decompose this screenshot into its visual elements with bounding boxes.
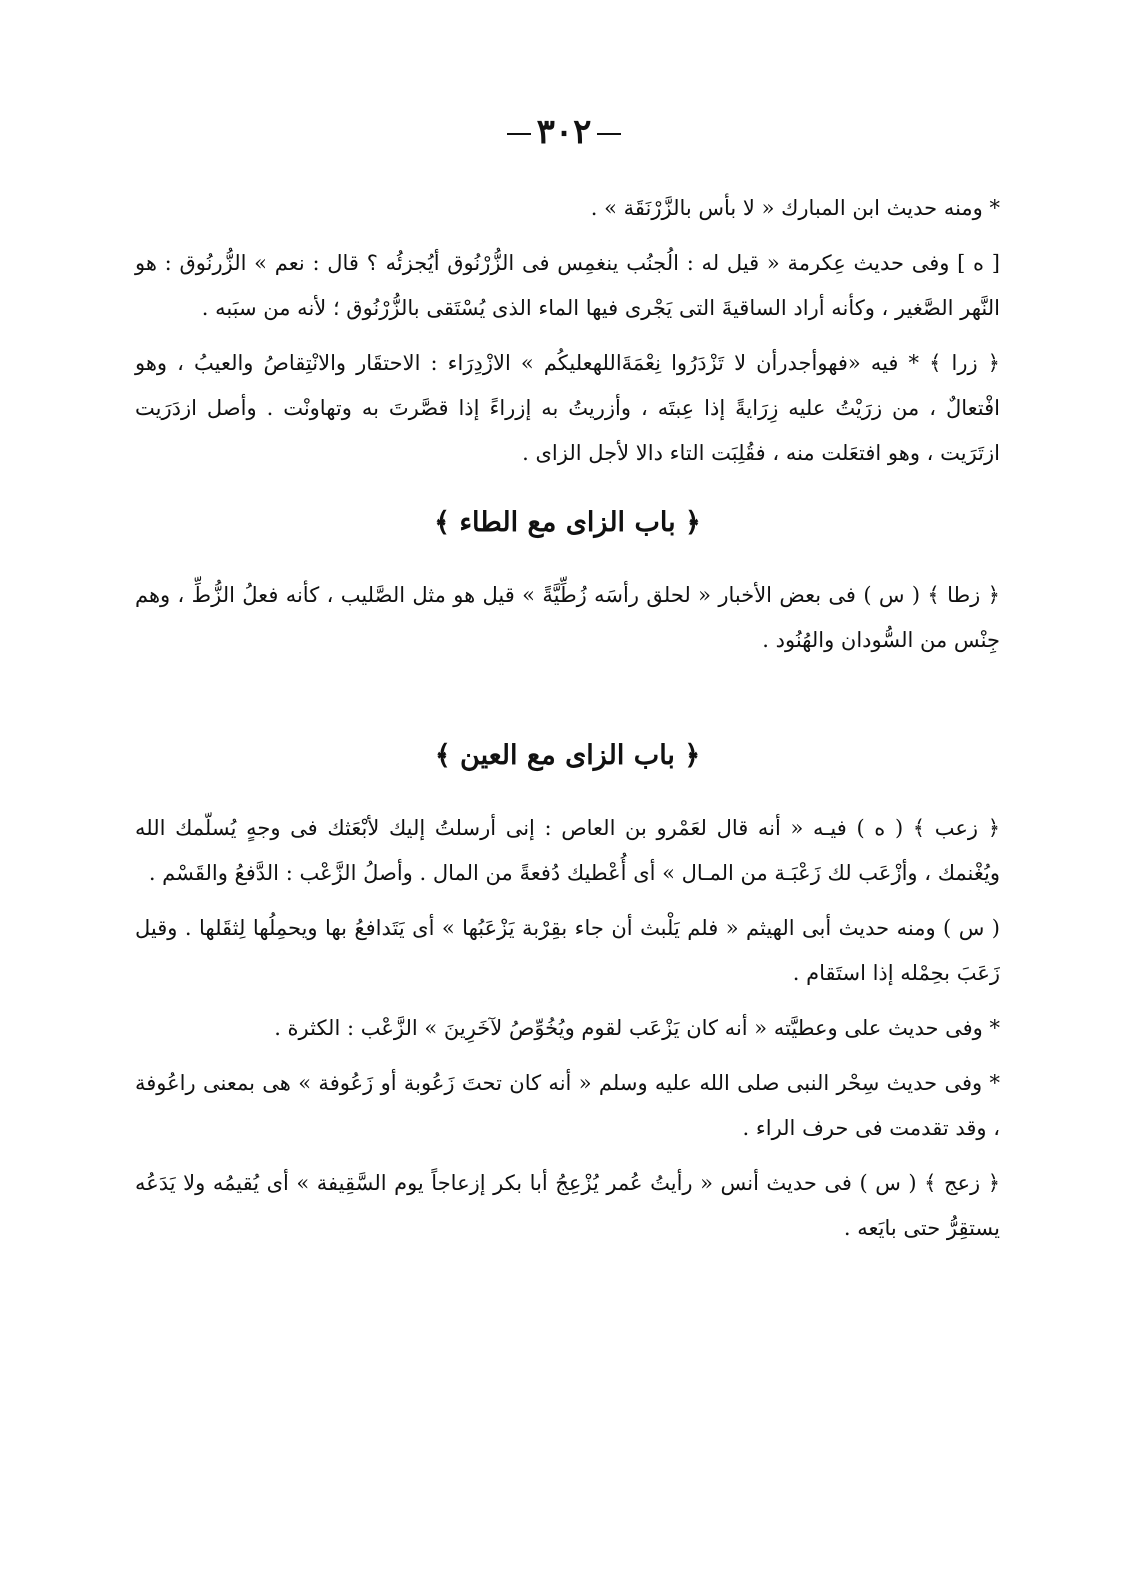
section-heading-zay-taa: ﴿ باب الزاى مع الطاء ﴾ xyxy=(434,507,701,538)
page-number-rule xyxy=(507,133,531,135)
paragraph-ikrima: [ ه ] وفى حديث عِكرمة « قيل له : الُجنُب ينغمِس فى الزُّرْنُوق أيُجزئُه ؟ قال : نعم » الزُّرنُوق : هو النَّهر الصَّغير ، وكأنه أراد الساقيةَ التى يَجْرى فيها الماء الذى يُسْتَقى بالزُّرْنُوق ؛ لأنه من سبَبه . xyxy=(135,251,1000,320)
paragraph-zara: ﴿ زرا ﴾ * فيه «فهوأجدرأن لا تَزْدَرُوا نِعْمَةَاللهعليكُم » الازْدِرَاء : الاحتقَار والانْتِقاصُ والعيبُ ، وهو افْتعالٌ ، من زرَيْتُ عليه زِرَايةً إذا عِبتَه ، وأزريتُ به إزراءً إذا قصَّرتَ به وتهاونْت . وأصل ازدَرَيت ازتَرَيت ، وهو افتعَلت منه ، فقُلِبَت التاء دالا لأجل الزاى . xyxy=(135,351,1000,465)
paragraph-sihr: * وفى حديث سِحْر النبى صلى الله عليه وسلم « أنه كان تحتَ زَعُوبة أو زَعُوفة » هى بمعنى راعُوفة ، وقد تقدمت فى حرف الراء . xyxy=(135,1071,1000,1140)
paragraph-ibn-mubarak: * ومنه حديث ابن المبارك « لا بأس بالزَّرْنَقَة » . xyxy=(590,196,1000,220)
paragraph-zaaj: ﴿ زعج ﴾ ( س ) فى حديث أنس « رأيتُ عُمر يُزْعِجُ أبا بكر إزعاجاً يوم السَّقِيفة » أى يُقيمُه ولا يَدَعُه يستقِرُّ حتى بايَعه . xyxy=(135,1171,1000,1240)
paragraph-abu-haytham: ( س ) ومنه حديث أبى الهيثم « فلم يَلْبث أن جاء بقِرْبة يَزْعَبُها » أى يَتَدافعُ بها ويحمِلُها لِثقَلها . وقيل زَعَبَ بحِمْله إذا استَقام . xyxy=(135,916,1000,985)
page-number: ٣٠٢ xyxy=(0,112,1128,152)
paragraph-zaab: ﴿ زعب ﴾ ( ه ) فيـه « أنه قال لعَمْرو بن العاص : إنى أرسلتُ إليك لأبْعَثك فى وجهٍ يُسلّمك الله ويُغْنمك ، وأزْعَب لك زَعْبَـة من المـال » أى أُعْطيك دُفعةً من المال . وأصلُ الزَّعْب : الدَّفعُ والقَسْم . xyxy=(135,816,1000,885)
paragraph-ali: * وفى حديث على وعطيَّته « أنه كان يَزْعَب لقوم ويُخُوِّصُ لآخَرِينَ » الزَّعْب : الكثرة . xyxy=(274,1016,1000,1040)
section-heading-zay-ayn: ﴿ باب الزاى مع العين ﴾ xyxy=(434,740,701,771)
paragraph-zata: ﴿ زطا ﴾ ( س ) فى بعض الأخبار « لحلق رأسَه زُطِّيَّةً » قيل هو مثل الصَّليب ، كأنه فعلُ الزُّطِّ ، وهم جِنْس من السُّودان والهُنُود . xyxy=(135,583,1000,652)
page-number-rule xyxy=(597,133,621,135)
document-body xyxy=(135,186,1000,1261)
